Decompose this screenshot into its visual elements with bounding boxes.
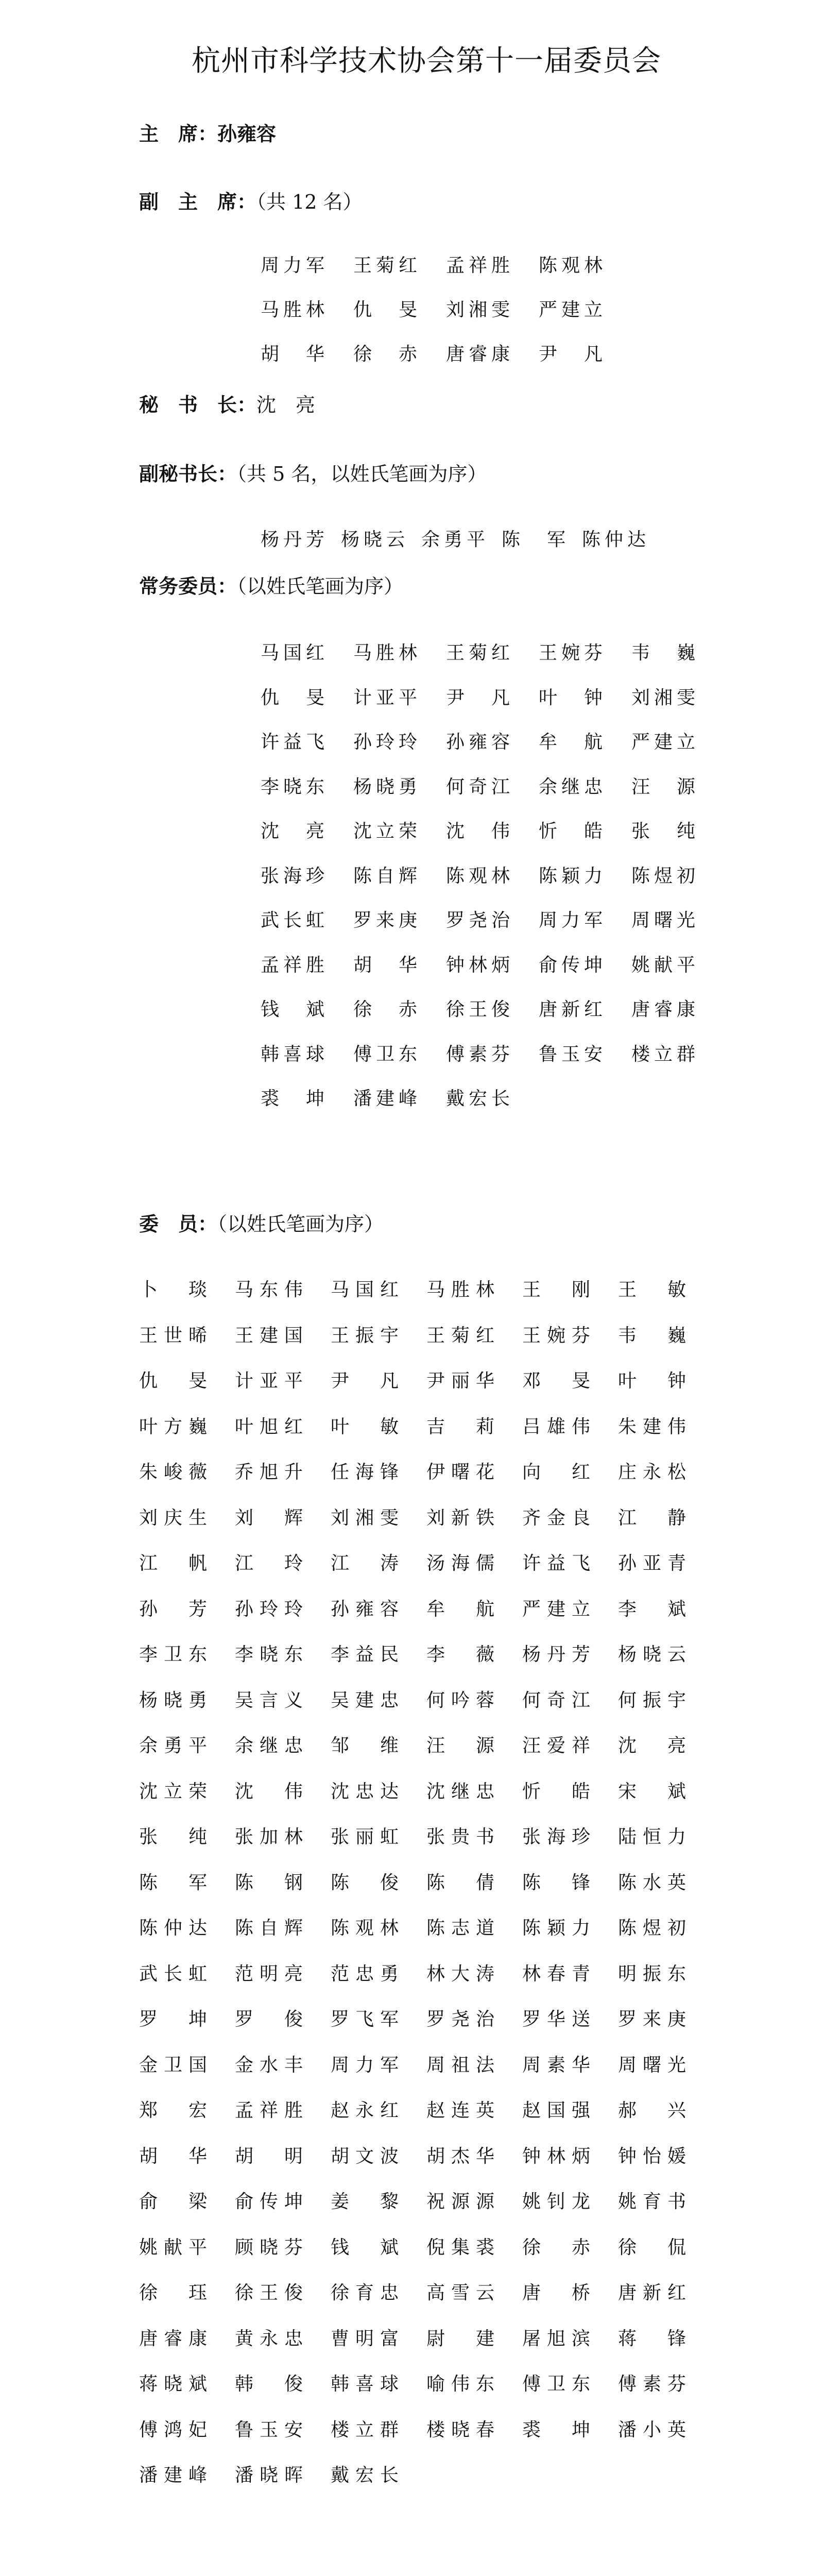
members-name: 吴言义 xyxy=(235,1689,303,1711)
members-name: 吉 莉 xyxy=(426,1416,494,1437)
members-name: 罗尧治 xyxy=(426,2009,494,2030)
chair-name: 孙雍容 xyxy=(217,122,277,145)
members-name: 叶 敏 xyxy=(331,1416,399,1437)
members-name: 叶旭红 xyxy=(235,1416,303,1437)
members-name: 张海珍 xyxy=(522,1826,590,1848)
standing-name: 傅素芬 xyxy=(446,1043,510,1065)
members-name: 王振宇 xyxy=(331,1325,399,1346)
members-name: 陈颖力 xyxy=(522,1918,590,1939)
members-name: 余勇平 xyxy=(139,1735,207,1756)
vice_chair-name: 严建立 xyxy=(539,299,603,320)
chair-label: 主 席： xyxy=(139,122,218,145)
members-name: 金水丰 xyxy=(235,2054,303,2076)
members-name: 钟林炳 xyxy=(522,2145,590,2167)
standing-name: 汪 源 xyxy=(631,776,695,798)
members-name: 向 红 xyxy=(522,1462,590,1483)
members-name: 胡 明 xyxy=(235,2145,303,2167)
members-label: 委 员： xyxy=(139,1212,218,1235)
members-name: 姚育书 xyxy=(618,2191,686,2212)
members-name: 李 斌 xyxy=(618,1598,686,1620)
members-name: 吕雄伟 xyxy=(522,1416,590,1437)
members-name: 江 玲 xyxy=(235,1553,303,1574)
members-name: 尹丽华 xyxy=(426,1370,494,1392)
members-name: 钟怡媛 xyxy=(618,2145,686,2167)
members-name: 沈 亮 xyxy=(618,1735,686,1756)
members-name: 俞传坤 xyxy=(235,2191,303,2212)
members-name: 王婉芬 xyxy=(522,1325,590,1346)
members-name: 罗华送 xyxy=(522,2009,590,2030)
members-name: 傅鸿妃 xyxy=(139,2419,207,2441)
members-name: 赵永红 xyxy=(331,2100,399,2121)
document-title: 杭州市科学技术协会第十一届委员会 xyxy=(192,44,661,78)
members-name: 姚献平 xyxy=(139,2236,207,2258)
members-name: 张加林 xyxy=(235,1826,303,1848)
vice_chair-name: 孟祥胜 xyxy=(446,255,510,276)
members-name: 陈 倩 xyxy=(426,1872,494,1893)
members-name: 沈立荣 xyxy=(139,1781,207,1802)
members-name: 陈志道 xyxy=(426,1918,494,1939)
standing-name: 李晓东 xyxy=(261,776,324,798)
members-name: 蒋晓斌 xyxy=(139,2374,207,2395)
members-line xyxy=(139,1212,384,1236)
vice_chair-name: 胡 华 xyxy=(261,344,324,365)
deputy_secretary-name: 杨晓云 xyxy=(341,529,405,550)
members-name: 王建国 xyxy=(235,1325,303,1346)
members-name: 唐睿康 xyxy=(139,2328,207,2349)
standing-name: 罗来庚 xyxy=(353,910,417,931)
secretary-name: 沈 亮 xyxy=(256,394,316,416)
members-name: 杨晓勇 xyxy=(139,1689,207,1711)
standing-name: 叶 钟 xyxy=(539,687,603,708)
members-name: 陈仲达 xyxy=(139,1918,207,1939)
secretary-line xyxy=(139,393,315,417)
standing-name: 严建立 xyxy=(631,732,695,753)
standing-name: 周力军 xyxy=(539,910,603,931)
members-name: 刘庆生 xyxy=(139,1507,207,1529)
members-name: 宋 斌 xyxy=(618,1781,686,1802)
members-name: 牟 航 xyxy=(426,1598,494,1620)
members-name: 王 刚 xyxy=(522,1279,590,1300)
members-name: 余继忠 xyxy=(235,1735,303,1756)
members-name: 陈煜初 xyxy=(618,1918,686,1939)
deputy_secretary-name: 陈仲达 xyxy=(582,529,646,550)
standing-name: 陈颖力 xyxy=(539,865,603,887)
standing-name: 徐 赤 xyxy=(353,999,417,1020)
members-name: 周素华 xyxy=(522,2054,590,2076)
members-name: 陈 俊 xyxy=(331,1872,399,1893)
members-name: 唐 桥 xyxy=(522,2282,590,2303)
members-name: 邹 维 xyxy=(331,1735,399,1756)
vice_chair-name: 王菊红 xyxy=(353,255,417,276)
members-name: 赵连英 xyxy=(426,2100,494,2121)
vice_chair-name: 尹 凡 xyxy=(539,344,603,365)
vice_chair-name: 周力军 xyxy=(261,255,324,276)
members-name: 屠旭滨 xyxy=(522,2328,590,2349)
standing-name: 潘建峰 xyxy=(353,1088,417,1109)
members-name: 许益飞 xyxy=(522,1553,590,1574)
members-name: 叶 钟 xyxy=(618,1370,686,1392)
members-name: 郑 宏 xyxy=(139,2100,207,2121)
members-name: 汪 源 xyxy=(426,1735,494,1756)
standing-name: 忻 皓 xyxy=(539,821,603,842)
members-name: 郝 兴 xyxy=(618,2100,686,2121)
members-name: 尉 建 xyxy=(426,2328,494,2349)
deputy_secretary-name: 余勇平 xyxy=(421,529,485,550)
standing-name: 王菊红 xyxy=(446,642,510,664)
deputy-secretary-line xyxy=(139,462,487,486)
vice-chair-label: 副 主 席： xyxy=(139,190,257,213)
members-name: 罗飞军 xyxy=(331,2009,399,2030)
vice_chair-name: 唐睿康 xyxy=(446,344,510,365)
members-name: 庄永松 xyxy=(618,1462,686,1483)
members-name: 江 帆 xyxy=(139,1553,207,1574)
vice-chair-line xyxy=(139,190,363,214)
members-name: 徐 赤 xyxy=(522,2236,590,2258)
members-name: 韩喜球 xyxy=(331,2374,399,2395)
members-name: 沈 伟 xyxy=(235,1781,303,1802)
members-name: 叶方巍 xyxy=(139,1416,207,1437)
members-name: 陈自辉 xyxy=(235,1918,303,1939)
members-name: 楼晓春 xyxy=(426,2419,494,2441)
standing-name: 张海珍 xyxy=(261,865,324,887)
members-name: 唐新红 xyxy=(618,2282,686,2303)
members-name: 徐 侃 xyxy=(618,2236,686,2258)
members-name: 鲁玉安 xyxy=(235,2419,303,2441)
members-name: 武长虹 xyxy=(139,1963,207,1985)
members-name: 徐 珏 xyxy=(139,2282,207,2303)
members-name: 马胜林 xyxy=(426,1279,494,1300)
standing-name: 钟林炳 xyxy=(446,954,510,976)
members-name: 孙 芳 xyxy=(139,1598,207,1620)
members-name: 李晓东 xyxy=(235,1644,303,1665)
members-name: 朱峻薇 xyxy=(139,1462,207,1483)
members-name: 罗 俊 xyxy=(235,2009,303,2030)
standing-name: 姚献平 xyxy=(631,954,695,976)
members-name: 范明亮 xyxy=(235,1963,303,1985)
standing-name: 钱 斌 xyxy=(261,999,324,1020)
members-name: 胡杰华 xyxy=(426,2145,494,2167)
members-name: 马东伟 xyxy=(235,1279,303,1300)
members-name: 沈忠达 xyxy=(331,1781,399,1802)
standing-line xyxy=(139,574,403,599)
members-name: 吴建忠 xyxy=(331,1689,399,1711)
standing-name: 韩喜球 xyxy=(261,1043,324,1065)
standing-name: 牟 航 xyxy=(539,732,603,753)
deputy-secretary-label: 副秘书长： xyxy=(139,462,237,485)
standing-name: 鲁玉安 xyxy=(539,1043,603,1065)
members-name: 潘小英 xyxy=(618,2419,686,2441)
members-name: 仇 旻 xyxy=(139,1370,207,1392)
members-name: 邓 旻 xyxy=(522,1370,590,1392)
members-name: 计亚平 xyxy=(235,1370,303,1392)
vice-chair-note: （共 12 名） xyxy=(256,191,363,213)
members-name: 陈 军 xyxy=(139,1872,207,1893)
secretary-label: 秘 书 长： xyxy=(139,393,257,416)
deputy-secretary-note: （共 5 名，以姓氏笔画为序） xyxy=(237,463,487,485)
standing-name: 杨晓勇 xyxy=(353,776,417,798)
members-name: 任海锋 xyxy=(331,1462,399,1483)
vice_chair-name: 徐 赤 xyxy=(353,344,417,365)
members-name: 孙亚青 xyxy=(618,1553,686,1574)
members-name: 姚钊龙 xyxy=(522,2191,590,2212)
deputy_secretary-name: 陈 军 xyxy=(502,529,565,550)
members-name: 喻伟东 xyxy=(426,2374,494,2395)
members-name: 范忠勇 xyxy=(331,1963,399,1985)
members-name: 张丽虹 xyxy=(331,1826,399,1848)
chair-line xyxy=(139,122,276,146)
standing-name: 周曙光 xyxy=(631,910,695,931)
members-name: 何振宇 xyxy=(618,1689,686,1711)
standing-name: 唐睿康 xyxy=(631,999,695,1020)
members-name: 伊曙花 xyxy=(426,1462,494,1483)
members-name: 陈观林 xyxy=(331,1918,399,1939)
members-name: 江 涛 xyxy=(331,1553,399,1574)
members-name: 杨丹芳 xyxy=(522,1644,590,1665)
standing-name: 傅卫东 xyxy=(353,1043,417,1065)
members-name: 李 薇 xyxy=(426,1644,494,1665)
standing-name: 沈 伟 xyxy=(446,821,510,842)
members-name: 陈 锋 xyxy=(522,1872,590,1893)
members-name: 刘新铁 xyxy=(426,1507,494,1529)
members-name: 倪集裘 xyxy=(426,2236,494,2258)
standing-name: 陈自辉 xyxy=(353,865,417,887)
members-name: 江 静 xyxy=(618,1507,686,1529)
members-name: 汪爱祥 xyxy=(522,1735,590,1756)
members-name: 金卫国 xyxy=(139,2054,207,2076)
members-name: 沈继忠 xyxy=(426,1781,494,1802)
standing-name: 唐新红 xyxy=(539,999,603,1020)
members-name: 孙雍容 xyxy=(331,1598,399,1620)
members-name: 陈 钢 xyxy=(235,1872,303,1893)
members-name: 韦 巍 xyxy=(618,1325,686,1346)
standing-note: （以姓氏笔画为序） xyxy=(237,575,404,598)
members-name: 马国红 xyxy=(331,1279,399,1300)
standing-name: 仇 旻 xyxy=(261,687,324,708)
members-name: 周力军 xyxy=(331,2054,399,2076)
standing-name: 徐王俊 xyxy=(446,999,510,1020)
standing-label: 常务委员： xyxy=(139,574,237,598)
members-name: 朱建伟 xyxy=(618,1416,686,1437)
standing-name: 戴宏长 xyxy=(446,1088,510,1109)
members-name: 胡 华 xyxy=(139,2145,207,2167)
standing-name: 孙玲玲 xyxy=(353,732,417,753)
standing-name: 余继忠 xyxy=(539,776,603,798)
members-name: 严建立 xyxy=(522,1598,590,1620)
members-name: 林春青 xyxy=(522,1963,590,1985)
members-name: 周曙光 xyxy=(618,2054,686,2076)
members-name: 王世晞 xyxy=(139,1325,207,1346)
standing-name: 武长虹 xyxy=(261,910,324,931)
standing-name: 马国红 xyxy=(261,642,324,664)
members-name: 刘湘雯 xyxy=(331,1507,399,1529)
members-name: 楼立群 xyxy=(331,2419,399,2441)
members-name: 王 敏 xyxy=(618,1279,686,1300)
members-name: 祝源源 xyxy=(426,2191,494,2212)
members-name: 顾晓芬 xyxy=(235,2236,303,2258)
members-name: 傅素芬 xyxy=(618,2374,686,2395)
members-name: 明振东 xyxy=(618,1963,686,1985)
members-name: 孙玲玲 xyxy=(235,1598,303,1620)
standing-name: 韦 巍 xyxy=(631,642,695,664)
members-name: 胡文波 xyxy=(331,2145,399,2167)
standing-name: 陈观林 xyxy=(446,865,510,887)
members-name: 钱 斌 xyxy=(331,2236,399,2258)
members-name: 卜 琰 xyxy=(139,1279,207,1300)
members-name: 徐王俊 xyxy=(235,2282,303,2303)
standing-name: 胡 华 xyxy=(353,954,417,976)
members-name: 尹 凡 xyxy=(331,1370,399,1392)
members-name: 李卫东 xyxy=(139,1644,207,1665)
members-name: 陈水英 xyxy=(618,1872,686,1893)
members-name: 裘 坤 xyxy=(522,2419,590,2441)
standing-name: 裘 坤 xyxy=(261,1088,324,1109)
standing-name: 楼立群 xyxy=(631,1043,695,1065)
members-name: 张 纯 xyxy=(139,1826,207,1848)
members-note: （以姓氏笔画为序） xyxy=(217,1213,384,1235)
standing-name: 沈 亮 xyxy=(261,821,324,842)
members-name: 林大涛 xyxy=(426,1963,494,1985)
vice_chair-name: 仇 旻 xyxy=(353,299,417,320)
members-name: 陆恒力 xyxy=(618,1826,686,1848)
members-name: 戴宏长 xyxy=(331,2465,399,2486)
vice_chair-name: 马胜林 xyxy=(261,299,324,320)
members-name: 杨晓云 xyxy=(618,1644,686,1665)
vice_chair-name: 陈观林 xyxy=(539,255,603,276)
members-name: 周祖法 xyxy=(426,2054,494,2076)
members-name: 傅卫东 xyxy=(522,2374,590,2395)
members-name: 何奇江 xyxy=(522,1689,590,1711)
standing-name: 王婉芬 xyxy=(539,642,603,664)
members-name: 张贵书 xyxy=(426,1826,494,1848)
standing-name: 陈煜初 xyxy=(631,865,695,887)
members-name: 高雪云 xyxy=(426,2282,494,2303)
vice_chair-name: 刘湘雯 xyxy=(446,299,510,320)
members-name: 曹明富 xyxy=(331,2328,399,2349)
members-name: 王菊红 xyxy=(426,1325,494,1346)
standing-name: 俞传坤 xyxy=(539,954,603,976)
standing-name: 尹 凡 xyxy=(446,687,510,708)
members-name: 黄永忠 xyxy=(235,2328,303,2349)
standing-name: 沈立荣 xyxy=(353,821,417,842)
members-name: 孟祥胜 xyxy=(235,2100,303,2121)
standing-name: 刘湘雯 xyxy=(631,687,695,708)
standing-name: 计亚平 xyxy=(353,687,417,708)
members-name: 赵国强 xyxy=(522,2100,590,2121)
members-name: 罗来庚 xyxy=(618,2009,686,2030)
members-name: 何吟蓉 xyxy=(426,1689,494,1711)
deputy_secretary-name: 杨丹芳 xyxy=(261,529,324,550)
members-name: 齐金良 xyxy=(522,1507,590,1529)
members-name: 韩 俊 xyxy=(235,2374,303,2395)
standing-name: 何奇江 xyxy=(446,776,510,798)
members-name: 姜 黎 xyxy=(331,2191,399,2212)
standing-name: 马胜林 xyxy=(353,642,417,664)
standing-name: 张 纯 xyxy=(631,821,695,842)
members-name: 潘建峰 xyxy=(139,2465,207,2486)
standing-name: 许益飞 xyxy=(261,732,324,753)
members-name: 忻 皓 xyxy=(522,1781,590,1802)
members-name: 李益民 xyxy=(331,1644,399,1665)
members-name: 俞 梁 xyxy=(139,2191,207,2212)
standing-name: 罗尧治 xyxy=(446,910,510,931)
members-name: 乔旭升 xyxy=(235,1462,303,1483)
standing-name: 孙雍容 xyxy=(446,732,510,753)
members-name: 蒋 锋 xyxy=(618,2328,686,2349)
members-name: 汤海儒 xyxy=(426,1553,494,1574)
members-name: 罗 坤 xyxy=(139,2009,207,2030)
standing-name: 孟祥胜 xyxy=(261,954,324,976)
members-name: 刘 辉 xyxy=(235,1507,303,1529)
members-name: 徐育忠 xyxy=(331,2282,399,2303)
members-name: 潘晓晖 xyxy=(235,2465,303,2486)
